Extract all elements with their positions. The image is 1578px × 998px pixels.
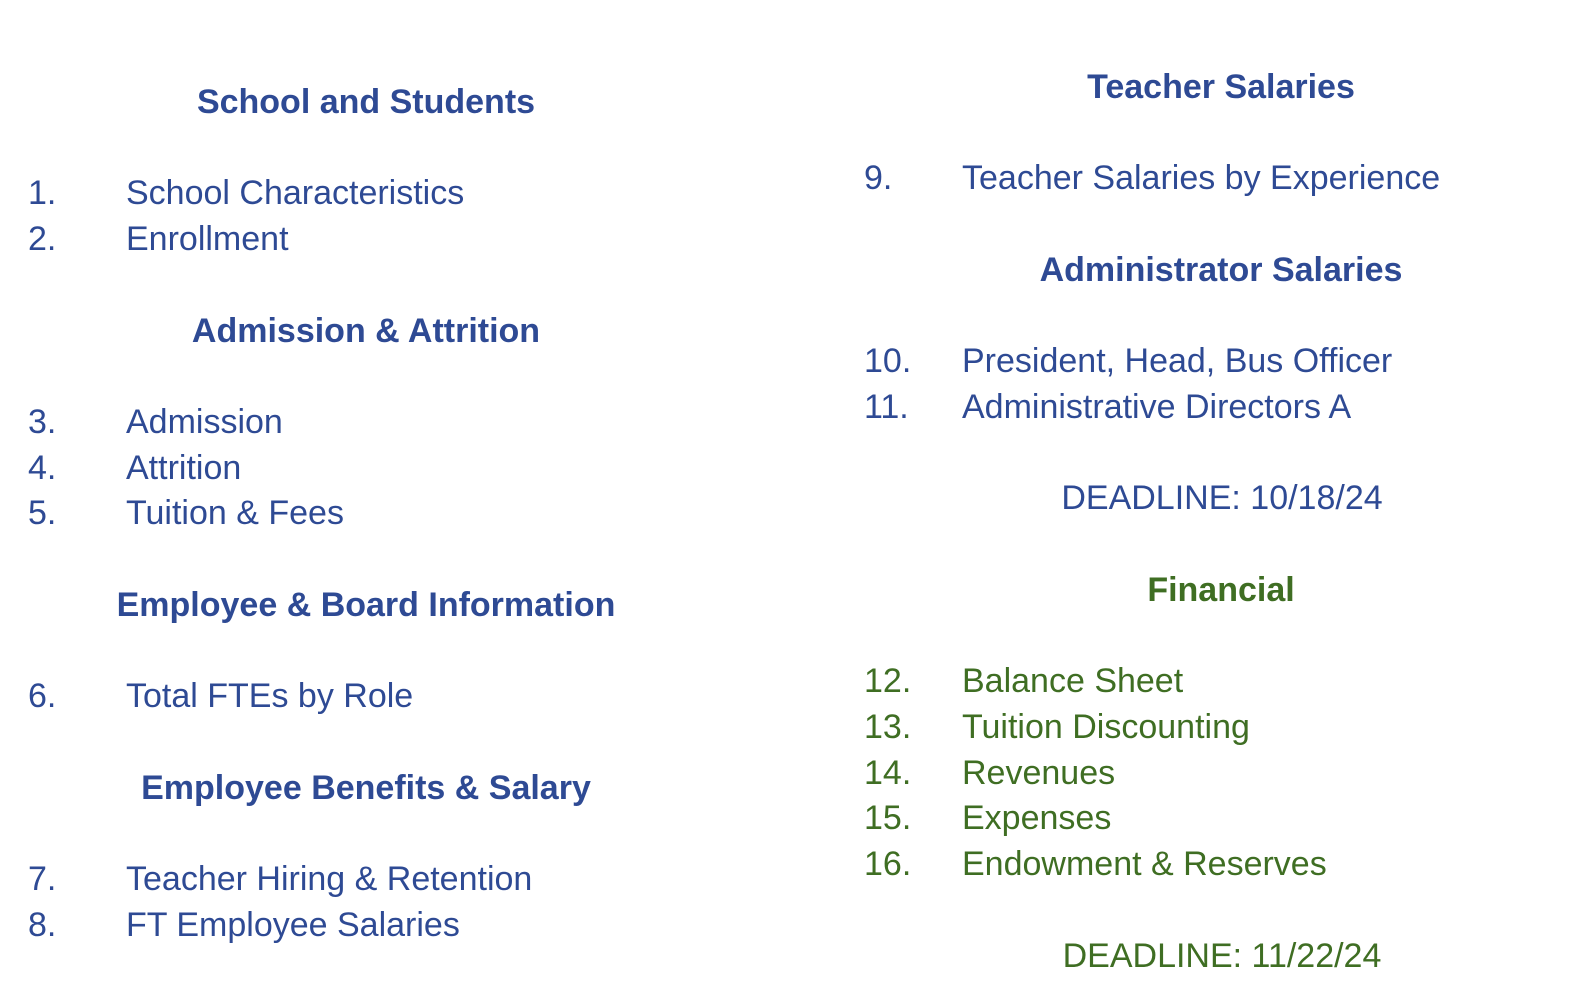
- item-label: Administrative Directors A: [962, 388, 1352, 426]
- deadline-text: DEADLINE: 11/22/24: [1062, 937, 1382, 975]
- section-heading-employee-board: Employee & Board Information: [116, 586, 616, 624]
- item-number: 3.: [28, 403, 57, 441]
- section-heading-benefits-salary: Employee Benefits & Salary: [141, 769, 591, 807]
- item-label: Total FTEs by Role: [126, 677, 414, 715]
- item-label: Endowment & Reserves: [962, 845, 1327, 883]
- item-number: 16.: [864, 845, 912, 883]
- section-heading-school-students: School and Students: [196, 83, 536, 121]
- item-label: Admission: [126, 403, 283, 441]
- section-heading-financial: Financial: [1147, 571, 1295, 609]
- item-number: 10.: [864, 342, 912, 380]
- deadline-text: DEADLINE: 10/18/24: [1061, 479, 1383, 517]
- item-label: Expenses: [962, 799, 1112, 837]
- item-label: Balance Sheet: [962, 662, 1184, 700]
- item-label: Revenues: [962, 754, 1116, 792]
- item-label: Attrition: [126, 449, 242, 487]
- section-heading-teacher-salaries: Teacher Salaries: [1087, 68, 1355, 106]
- item-label: FT Employee Salaries: [126, 906, 460, 944]
- item-label: Enrollment: [126, 220, 289, 258]
- section-heading-administrator-salaries: Administrator Salaries: [1039, 251, 1403, 289]
- item-number: 7.: [28, 860, 57, 898]
- item-label: Teacher Salaries by Experience: [962, 159, 1441, 197]
- item-number: 4.: [28, 449, 57, 487]
- item-number: 2.: [28, 220, 57, 258]
- item-number: 12.: [864, 662, 912, 700]
- item-label: School Characteristics: [126, 174, 465, 212]
- item-number: 5.: [28, 494, 57, 532]
- item-number: 13.: [864, 708, 912, 746]
- item-label: Tuition & Fees: [126, 494, 344, 532]
- item-number: 8.: [28, 906, 57, 944]
- item-label: Teacher Hiring & Retention: [126, 860, 533, 898]
- section-heading-admission-attrition: Admission & Attrition: [191, 312, 541, 350]
- item-number: 9.: [864, 159, 893, 197]
- item-label: President, Head, Bus Officer: [962, 342, 1393, 380]
- item-number: 6.: [28, 677, 57, 715]
- item-number: 15.: [864, 799, 912, 837]
- item-label: Tuition Discounting: [962, 708, 1250, 746]
- item-number: 11.: [864, 388, 909, 426]
- item-number: 14.: [864, 754, 912, 792]
- item-number: 1.: [28, 174, 57, 212]
